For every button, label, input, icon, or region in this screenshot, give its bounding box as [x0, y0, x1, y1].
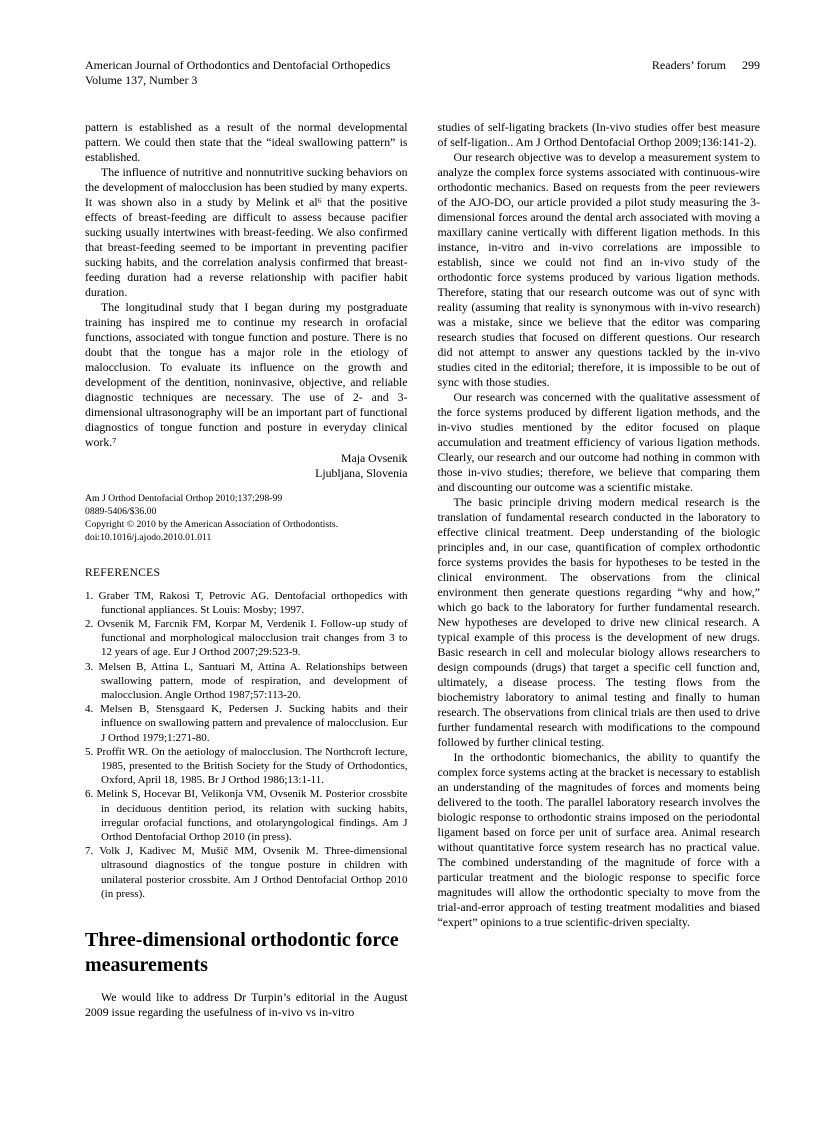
page-number: 299	[742, 58, 760, 72]
author-name: Maja Ovsenik	[340, 451, 408, 465]
two-column-body	[85, 120, 760, 1020]
paragraph: We would like to address Dr Turpin’s editorial in the August 2009 issue regarding the usefulness of in-vivo vs in-vitro	[85, 990, 408, 1020]
author-signature	[85, 451, 408, 481]
reference-text: Graber TM, Rakosi T, Petrovic AG. Dentofacial orthopedics with functional appliances. St Louis: Mosby; 1997.	[98, 589, 408, 616]
paragraph: The longitudinal study that I began during my postgraduate training has inspired me to continue my research in orofacial functions, associated with tongue function and posture. There is no doubt that the tongue has a major role in the etiology of malocclusion. To evaluate its influence on the growth and development of the dentition, noninvasive, objective, and reliable diagnostic techniques are necessary. The use of 2- and 3-dimensional ultrasonography will be an important part of functional diagnostics of tongue function and posture in everyday clinical work.⁷	[85, 300, 408, 449]
left-column	[85, 120, 408, 1020]
reference-item	[85, 787, 408, 844]
running-head-left	[85, 58, 390, 88]
reference-item	[85, 844, 408, 901]
paragraph: The basic principle driving modern medical research is the translation of fundamental research conducted in the laboratory to effective clinical treatment. Deep understanding of the biologic principles and, in our case, quantification of complex orthodontic force systems provides the basis for hypotheses to be tested in the clinical environment. The observations from the clinical environment then generate questions regarding “why and how,” which go back to the laboratory for further fundamental research. New hypotheses are developed to drive new clinical research. A typical example of this process is the development of new drugs. Basic research in cell and molecular biology allows researchers to design compounds (drugs) that target a specific cell function and, ultimately, a disease process. The testing flows from the biochemistry laboratory to animal testing and finally to human research. The observations from clinical trials are then used to drive further fundamental research with modifications to the compound followed by further clinical testing.	[437, 495, 760, 749]
reference-number: 1.	[85, 589, 94, 602]
running-head	[85, 58, 760, 88]
reference-number: 6.	[85, 788, 94, 801]
right-column	[438, 120, 761, 1020]
reference-number: 2.	[85, 618, 94, 631]
paragraph: studies of self-ligating brackets (In-vivo studies offer best measure of self-ligation.. Am J Orthod Dentofacial Orthop 2009;136:141-2).	[437, 120, 760, 149]
paragraph: In the orthodontic biomechanics, the ability to quantify the complex force systems acting at the bracket is necessary to establish an understanding of the magnitudes of forces and moments being delivered to the tooth. The parallel laboratory research involves the biologic response to orthodontic strains imposed on the periodontal ligament based on force per unit of surface area. Animal research without quantitative force system research has no practical value. The combined understanding of the magnitude of force with a particular treatment and the biologic response to specific force magnitudes will allow the orthodontic specialty to move from the trial-and-error approach of testing treatment modalities and biased “expert” opinions to a true scientific-driven specialty.	[437, 750, 760, 929]
reference-number: 4.	[85, 703, 94, 716]
journal-name: American Journal of Orthodontics and Dentofacial Orthopedics	[85, 58, 391, 72]
citation-line: Am J Orthod Dentofacial Orthop 2010;137:298-99	[85, 493, 283, 504]
paragraph: The influence of nutritive and nonnutritive sucking behaviors on the development of malocclusion has been studied by many experts. It was shown also in a study by Melink et al⁶ that the positive effects of breast-feeding are difficult to assess because pacifier sucking usually intertwines with breast-feeding. We also confirmed that breast-feeding seemed to be important in preventing pacifier sucking habits, and the correlation analysis confirmed that breast-feeding duration had a reverse relationship with pacifier habit duration.	[85, 165, 408, 299]
paragraph: pattern is established as a result of the normal developmental pattern. We could then state that the “ideal swallowing pattern” is established.	[85, 120, 408, 164]
citation-line: Copyright © 2010 by the American Association of Orthodontists.	[85, 518, 339, 530]
references-heading: REFERENCES	[85, 566, 161, 579]
reference-number: 7.	[85, 845, 94, 858]
reference-text: Volk J, Kadivec M, Mušič MM, Ovsenik M. Three-dimensional ultrasound diagnostics of the tongue posture in children with unilateral posterior crossbite. Am J Orthod Dentofacial Orthop 2010 (in press).	[99, 845, 408, 900]
reference-text: Proffit WR. On the aetiology of malocclusion. The Northcroft lecture, 1985, presented to the British Society for the Study of Orthodontics, Oxford, April 18, 1985. Br J Orthod 1986;13:1-11.	[96, 745, 408, 787]
section-name: Readers’ forum	[651, 58, 726, 72]
paragraph: Our research objective was to develop a measurement system to analyze the complex force systems associated with continuous-wire orthodontic mechanics. Based on requests from the peer reviewers of the AJO-DO, our article provided a pilot study measuring the 3-dimensional forces around the dental arch associated with moving a maxillary canine vertically with different ligation methods. In this instance, in-vitro and in-vivo correlations are impossible to establish, since we could not find an in-vivo study of the orthodontic force systems produced by various ligation methods. Therefore, stating that our research outcome was out of sync with reality (assuming that reality is synonymous with in-vivo research) was a mistake, since we believe that the editor was comparing research studies that focused on different questions. Our research did not attempt to answer any questions tackled by the in-vivo studies cited in the editorial; therefore, it is impossible to be out of sync with those studies.	[437, 150, 760, 389]
reference-item	[85, 617, 408, 660]
paragraph: Our research was concerned with the qualitative assessment of the force systems produced by different ligation methods, and the in-vivo studies mentioned by the editor focused on plaque accumulation and treatment efficiency of various ligation methods. Clearly, our research and our outcome had nothing in common with those in-vivo studies; therefore, we believe that comparing them and discounting our outcome was a scientific mistake.	[437, 390, 760, 494]
reference-text: Melsen B, Attina L, Santuari M, Attina A. Relationships between swallowing pattern, mode of respiration, and development of malocclusion. Angle Orthod 1987;57:113-20.	[98, 660, 408, 702]
reference-item	[85, 589, 408, 617]
citation-line: 0889-5406/$36.00	[85, 505, 157, 517]
article-citation-block	[85, 493, 408, 545]
reference-item	[85, 702, 408, 745]
reference-text: Ovsenik M, Farcnik FM, Korpar M, Verdenik I. Follow-up study of functional and morphological malocclusion trait changes from 3 to 12 years of age. Eur J Orthod 2007;29:523-9.	[97, 618, 408, 659]
journal-issue: Volume 137, Number 3	[85, 73, 198, 87]
author-location: Ljubljana, Slovenia	[315, 466, 408, 480]
references-list	[85, 589, 408, 901]
reference-number: 3.	[85, 660, 94, 673]
article-title: Three-dimensional orthodontic force measurements	[85, 929, 399, 977]
reference-item	[85, 660, 408, 703]
reference-text: Melink S, Hocevar BI, Velikonja VM, Ovsenik M. Posterior crossbite in deciduous dentition period, its relation with sucking habits, irregular orofacial functions, and otolaryngological findings. Am J Orthod Dentofacial Orthop 2010 (in press).	[96, 788, 408, 844]
citation-line: doi:10.1016/j.ajodo.2010.01.011	[85, 531, 212, 543]
reference-number: 5.	[85, 745, 94, 758]
reference-text: Melsen B, Stensgaard K, Pedersen J. Sucking habits and their influence on swallowing pattern and prevalence of malocclusion. Eur J Orthod 1979;1:271-80.	[100, 703, 408, 744]
reference-item	[85, 745, 408, 788]
running-head-right	[652, 58, 760, 73]
